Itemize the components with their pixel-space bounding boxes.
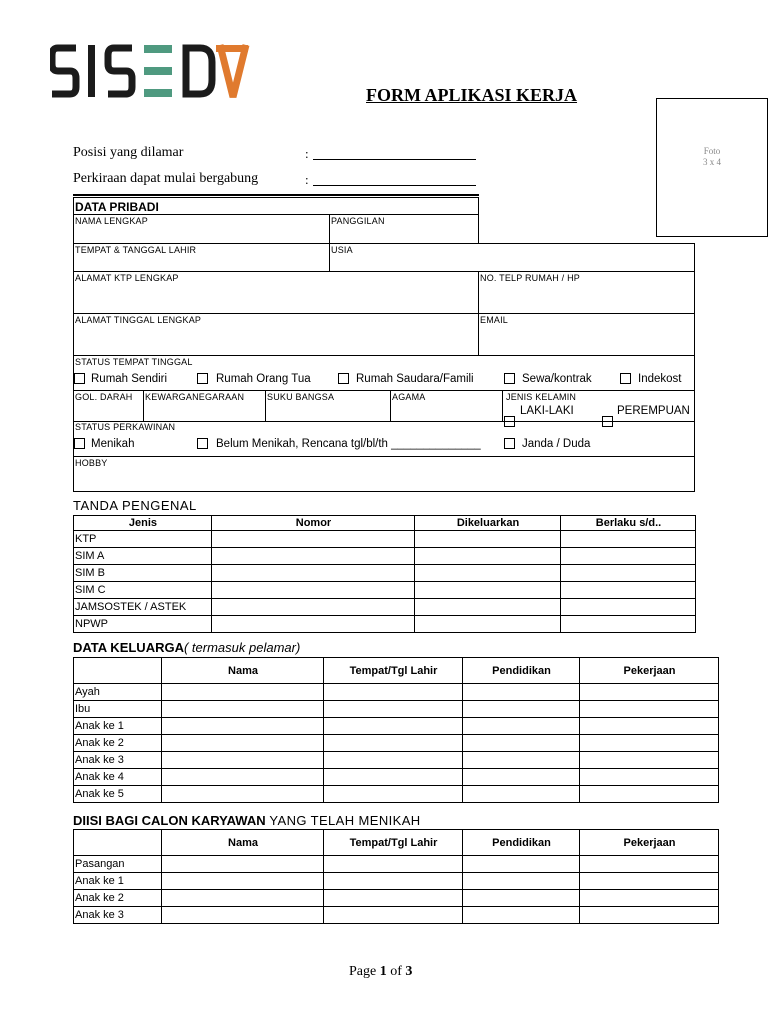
photo-size: 3 x 4 bbox=[703, 157, 721, 167]
data-keluarga-input-cell[interactable] bbox=[162, 735, 324, 752]
divider bbox=[73, 271, 695, 272]
data-keluarga-col-header: Nama bbox=[162, 658, 324, 684]
tanda-pengenal-input-cell[interactable] bbox=[415, 531, 561, 548]
posisi-label: Posisi yang dilamar bbox=[73, 145, 184, 160]
data-keluarga-row-label: Ibu bbox=[74, 701, 162, 718]
calon-menikah-col-header: Nama bbox=[162, 830, 324, 856]
table-row bbox=[74, 769, 719, 786]
panggilan-label: PANGGILAN bbox=[331, 216, 385, 226]
suku-bangsa-label: SUKU BANGSA bbox=[267, 392, 335, 402]
calon-menikah-col-header bbox=[74, 830, 162, 856]
logo-letter-d bbox=[186, 48, 212, 94]
data-keluarga-input-cell[interactable] bbox=[162, 701, 324, 718]
tanda-pengenal-row-label: SIM B bbox=[74, 565, 212, 582]
tanda-pengenal-input-cell[interactable] bbox=[415, 616, 561, 633]
calon-menikah-col-header: Pendidikan bbox=[463, 830, 580, 856]
table-row bbox=[74, 752, 719, 769]
status-tempat-label: STATUS TEMPAT TINGGAL bbox=[75, 357, 193, 367]
of-word: of bbox=[390, 964, 402, 979]
opt-perempuan: PEREMPUAN bbox=[617, 405, 690, 417]
tanda-pengenal-row-label: JAMSOSTEK / ASTEK bbox=[74, 599, 212, 616]
form-title: FORM APLIKASI KERJA bbox=[366, 85, 578, 105]
data-keluarga-input-cell[interactable] bbox=[324, 752, 463, 769]
tanda-pengenal-col-header: Dikeluarkan bbox=[415, 516, 561, 531]
opt-menikah: Menikah bbox=[91, 438, 135, 450]
data-pribadi-top-rule bbox=[73, 194, 479, 196]
table-row bbox=[74, 531, 696, 548]
calon-menikah-table bbox=[73, 829, 719, 924]
calon-menikah-input-cell[interactable] bbox=[580, 873, 719, 890]
data-keluarga-input-cell[interactable] bbox=[324, 769, 463, 786]
status-perkawinan-label: STATUS PERKAWINAN bbox=[75, 422, 176, 432]
table-row bbox=[74, 907, 719, 924]
table-row bbox=[74, 548, 696, 565]
data-keluarga-input-cell[interactable] bbox=[580, 718, 719, 735]
calon-menikah-input-cell[interactable] bbox=[580, 856, 719, 873]
tanda-pengenal-header-row bbox=[74, 516, 696, 531]
calon-menikah-row-label: Pasangan bbox=[74, 856, 162, 873]
data-keluarga-input-cell[interactable] bbox=[324, 735, 463, 752]
calon-menikah-heading bbox=[73, 813, 421, 828]
opt-janda-duda: Janda / Duda bbox=[522, 438, 591, 450]
data-keluarga-row-label: Anak ke 2 bbox=[74, 735, 162, 752]
opt-indekost: Indekost bbox=[638, 373, 682, 385]
tanda-pengenal-input-cell[interactable] bbox=[415, 548, 561, 565]
logo-letter-a bbox=[220, 45, 246, 97]
data-keluarga-input-cell[interactable] bbox=[463, 718, 580, 735]
checkbox-sewa[interactable] bbox=[504, 373, 515, 384]
table-row bbox=[74, 701, 719, 718]
jenis-kelamin-label: JENIS KELAMIN bbox=[506, 392, 577, 402]
logo-letter-s2 bbox=[108, 48, 132, 94]
calon-menikah-input-cell[interactable] bbox=[324, 873, 463, 890]
logo-letter-e-bar3 bbox=[144, 89, 172, 97]
table-row bbox=[74, 718, 719, 735]
agama-label: AGAMA bbox=[392, 392, 426, 402]
table-row bbox=[74, 616, 696, 633]
calon-menikah-input-cell[interactable] bbox=[162, 907, 324, 924]
logo-letter-s1 bbox=[52, 48, 76, 94]
tanda-pengenal-col-header: Berlaku s/d.. bbox=[561, 516, 696, 531]
table-row bbox=[74, 856, 719, 873]
email-label: EMAIL bbox=[480, 315, 509, 325]
tanda-pengenal-input-cell[interactable] bbox=[212, 565, 415, 582]
table-row bbox=[74, 890, 719, 907]
opt-rumah-orang-tua: Rumah Orang Tua bbox=[216, 373, 311, 385]
ttl-label: TEMPAT & TANGGAL LAHIR bbox=[75, 245, 197, 255]
data-keluarga-input-cell[interactable] bbox=[580, 752, 719, 769]
data-keluarga-input-cell[interactable] bbox=[463, 769, 580, 786]
data-keluarga-row-label: Anak ke 5 bbox=[74, 786, 162, 803]
table-row bbox=[74, 599, 696, 616]
tanda-pengenal-input-cell[interactable] bbox=[212, 599, 415, 616]
tanda-pengenal-col-header: Nomor bbox=[212, 516, 415, 531]
table-row bbox=[74, 684, 719, 701]
data-keluarga-col-header: Tempat/Tgl Lahir bbox=[324, 658, 463, 684]
table-row bbox=[74, 735, 719, 752]
tanda-pengenal-col-header: Jenis bbox=[74, 516, 212, 531]
opt-laki-laki: LAKI-LAKI bbox=[520, 405, 574, 417]
opt-rumah-sendiri: Rumah Sendiri bbox=[91, 373, 168, 385]
data-keluarga-input-cell[interactable] bbox=[162, 769, 324, 786]
kewarganegaraan-label: KEWARGANEGARAAN bbox=[145, 392, 245, 402]
data-keluarga-subtitle: ( termasuk pelamar) bbox=[183, 640, 301, 655]
tanda-pengenal-input-cell[interactable] bbox=[561, 582, 696, 599]
data-keluarga-input-cell[interactable] bbox=[324, 701, 463, 718]
tanda-pengenal-input-cell[interactable] bbox=[415, 565, 561, 582]
divider bbox=[502, 390, 503, 422]
data-keluarga-input-cell[interactable] bbox=[162, 752, 324, 769]
data-keluarga-col-header bbox=[74, 658, 162, 684]
calon-menikah-input-cell[interactable] bbox=[463, 907, 580, 924]
data-keluarga-row-label: Anak ke 4 bbox=[74, 769, 162, 786]
calon-menikah-input-cell[interactable] bbox=[580, 907, 719, 924]
page-word: Page bbox=[349, 964, 377, 979]
tanda-pengenal-title: TANDA PENGENAL bbox=[73, 498, 197, 513]
mulai-colon: : bbox=[305, 172, 309, 187]
data-keluarga-input-cell[interactable] bbox=[463, 752, 580, 769]
calon-menikah-title-rest: YANG TELAH MENIKAH bbox=[265, 813, 421, 828]
calon-menikah-input-cell[interactable] bbox=[463, 856, 580, 873]
data-keluarga-input-cell[interactable] bbox=[162, 718, 324, 735]
telp-label: NO. TELP RUMAH / HP bbox=[480, 273, 580, 283]
logo-letter-i bbox=[88, 45, 95, 97]
table-row bbox=[74, 786, 719, 803]
photo-label: Foto bbox=[703, 146, 721, 156]
data-keluarga-input-cell[interactable] bbox=[463, 684, 580, 701]
table-row bbox=[74, 873, 719, 890]
siseda-logo bbox=[50, 42, 250, 100]
calon-menikah-title-bold: DIISI BAGI CALON KARYAWAN bbox=[73, 813, 266, 828]
hobby-label: HOBBY bbox=[75, 458, 108, 468]
data-keluarga-input-cell[interactable] bbox=[162, 684, 324, 701]
tanda-pengenal-row-label: NPWP bbox=[74, 616, 212, 633]
divider bbox=[390, 390, 391, 422]
data-keluarga-title: DATA KELUARGA bbox=[73, 640, 184, 655]
data-keluarga-input-cell[interactable] bbox=[580, 684, 719, 701]
data-keluarga-input-cell[interactable] bbox=[580, 735, 719, 752]
data-keluarga-input-cell[interactable] bbox=[324, 684, 463, 701]
calon-menikah-input-cell[interactable] bbox=[324, 890, 463, 907]
divider bbox=[73, 390, 695, 391]
data-keluarga-header-row bbox=[74, 658, 719, 684]
logo-letter-e-bar2 bbox=[144, 67, 172, 75]
nama-lengkap-label: NAMA LENGKAP bbox=[75, 216, 148, 226]
data-keluarga-table bbox=[73, 657, 719, 803]
tanda-pengenal-input-cell[interactable] bbox=[212, 582, 415, 599]
tanda-pengenal-table bbox=[73, 515, 696, 633]
data-keluarga-heading bbox=[73, 640, 300, 655]
page-footer bbox=[349, 964, 412, 980]
calon-menikah-input-cell[interactable] bbox=[162, 856, 324, 873]
logo-letter-e-bar1 bbox=[144, 45, 172, 53]
checkbox-indekost[interactable] bbox=[620, 373, 631, 384]
calon-menikah-row-label: Anak ke 2 bbox=[74, 890, 162, 907]
posisi-input-line[interactable] bbox=[313, 159, 476, 160]
tanda-pengenal-input-cell[interactable] bbox=[415, 582, 561, 599]
checkbox-belum-menikah[interactable] bbox=[197, 438, 208, 449]
tanda-pengenal-input-cell[interactable] bbox=[212, 548, 415, 565]
calon-menikah-input-cell[interactable] bbox=[463, 890, 580, 907]
tanda-pengenal-input-cell[interactable] bbox=[212, 531, 415, 548]
alamat-tinggal-label: ALAMAT TINGGAL LENGKAP bbox=[75, 315, 202, 325]
calon-menikah-col-header: Tempat/Tgl Lahir bbox=[324, 830, 463, 856]
checkbox-rumah-saudara[interactable] bbox=[338, 373, 349, 384]
divider bbox=[73, 214, 479, 215]
alamat-ktp-label: ALAMAT KTP LENGKAP bbox=[75, 273, 179, 283]
tanda-pengenal-row-label: SIM A bbox=[74, 548, 212, 565]
tanda-pengenal-input-cell[interactable] bbox=[561, 565, 696, 582]
data-keluarga-input-cell[interactable] bbox=[580, 769, 719, 786]
data-keluarga-input-cell[interactable] bbox=[463, 735, 580, 752]
tanda-pengenal-input-cell[interactable] bbox=[561, 616, 696, 633]
tanda-pengenal-row-label: KTP bbox=[74, 531, 212, 548]
calon-menikah-row-label: Anak ke 1 bbox=[74, 873, 162, 890]
data-keluarga-input-cell[interactable] bbox=[324, 718, 463, 735]
photo-box bbox=[656, 98, 768, 237]
data-keluarga-col-header: Pendidikan bbox=[463, 658, 580, 684]
data-keluarga-col-header: Pekerjaan bbox=[580, 658, 719, 684]
page-total: 3 bbox=[405, 964, 413, 979]
data-pribadi-title: DATA PRIBADI bbox=[75, 200, 159, 214]
opt-belum-menikah: Belum Menikah, Rencana tgl/bl/th ______________ bbox=[216, 438, 481, 450]
data-keluarga-row-label: Ayah bbox=[74, 684, 162, 701]
calon-menikah-input-cell[interactable] bbox=[463, 873, 580, 890]
calon-menikah-input-cell[interactable] bbox=[580, 890, 719, 907]
opt-sewa: Sewa/kontrak bbox=[522, 373, 592, 385]
mulai-label: Perkiraan dapat mulai bergabung bbox=[73, 171, 259, 186]
page-number: 1 bbox=[379, 964, 387, 979]
calon-menikah-row-label: Anak ke 3 bbox=[74, 907, 162, 924]
tanda-pengenal-input-cell[interactable] bbox=[561, 531, 696, 548]
calon-menikah-col-header: Pekerjaan bbox=[580, 830, 719, 856]
gol-darah-label: GOL. DARAH bbox=[75, 392, 133, 402]
table-row bbox=[74, 565, 696, 582]
divider bbox=[265, 390, 266, 422]
calon-menikah-input-cell[interactable] bbox=[162, 873, 324, 890]
calon-menikah-input-cell[interactable] bbox=[324, 856, 463, 873]
calon-menikah-header-row bbox=[74, 830, 719, 856]
checkbox-menikah[interactable] bbox=[74, 438, 85, 449]
table-row bbox=[74, 582, 696, 599]
usia-label: USIA bbox=[331, 245, 353, 255]
tanda-pengenal-input-cell[interactable] bbox=[561, 548, 696, 565]
data-keluarga-row-label: Anak ke 1 bbox=[74, 718, 162, 735]
data-keluarga-input-cell[interactable] bbox=[162, 786, 324, 803]
tanda-pengenal-row-label: SIM C bbox=[74, 582, 212, 599]
calon-menikah-input-cell[interactable] bbox=[162, 890, 324, 907]
mulai-input-line[interactable] bbox=[313, 185, 476, 186]
data-keluarga-input-cell[interactable] bbox=[580, 701, 719, 718]
checkbox-rumah-sendiri[interactable] bbox=[74, 373, 85, 384]
divider bbox=[73, 313, 695, 314]
divider bbox=[143, 390, 144, 422]
data-keluarga-row-label: Anak ke 3 bbox=[74, 752, 162, 769]
tanda-pengenal-input-cell[interactable] bbox=[561, 599, 696, 616]
calon-menikah-input-cell[interactable] bbox=[324, 907, 463, 924]
divider bbox=[73, 355, 695, 356]
checkbox-janda-duda[interactable] bbox=[504, 438, 515, 449]
posisi-colon: : bbox=[305, 146, 309, 161]
checkbox-rumah-orang-tua[interactable] bbox=[197, 373, 208, 384]
data-keluarga-input-cell[interactable] bbox=[324, 786, 463, 803]
logo-letter-a-top bbox=[216, 45, 248, 52]
divider bbox=[73, 456, 695, 457]
data-keluarga-input-cell[interactable] bbox=[580, 786, 719, 803]
tanda-pengenal-input-cell[interactable] bbox=[212, 616, 415, 633]
data-keluarga-input-cell[interactable] bbox=[463, 786, 580, 803]
tanda-pengenal-input-cell[interactable] bbox=[415, 599, 561, 616]
opt-rumah-saudara: Rumah Saudara/Famili bbox=[356, 373, 474, 385]
data-keluarga-input-cell[interactable] bbox=[463, 701, 580, 718]
